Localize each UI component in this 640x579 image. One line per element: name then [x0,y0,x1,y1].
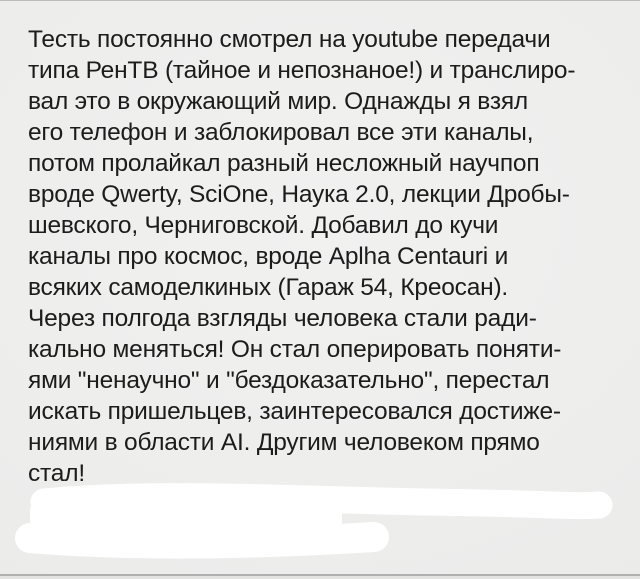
post-text-line: Тесть постоянно смотрел на youtube передачи [28,26,551,53]
post-text [28,24,616,489]
post-text-line: вроде Qwerty, SciOne, Наука 2.0, лекции Дробы- [28,181,570,208]
top-edge-line [0,0,640,1]
post-text-line: кально меняться! Он стал оперировать поняти- [28,336,562,363]
redaction-scribble [0,476,640,568]
post-text-line: потом пролайкал разный несложный научпоп [28,150,540,177]
post-text-line: каналы про космос, вроде Aplha Centauri и [28,243,509,270]
post-text-line: Через полгода взгляды человека стали ради- [28,305,537,332]
post-text-line: искать пришельцев, заинтересовался достиже- [28,398,561,425]
post-text-line: его телефон и заблокировал все эти каналы, [28,119,534,146]
post-text-line: всяких самоделкиных (Гараж 54, Креосан). [28,274,509,301]
post-text-line: шевского, Черниговской. Добавил до кучи [28,212,499,239]
post-text-line: ями "ненаучно" и "бездоказательно", перестал [28,367,550,394]
post-text-line: типа РенТВ (тайное и непознаное!) и транслиро- [28,57,576,84]
post-text-line: ниями в области AI. Другим человеком прямо [28,429,540,456]
post-text-line: вал это в окружающий мир. Однажды я взял [28,88,529,115]
post-text-line: стал! [28,460,85,487]
